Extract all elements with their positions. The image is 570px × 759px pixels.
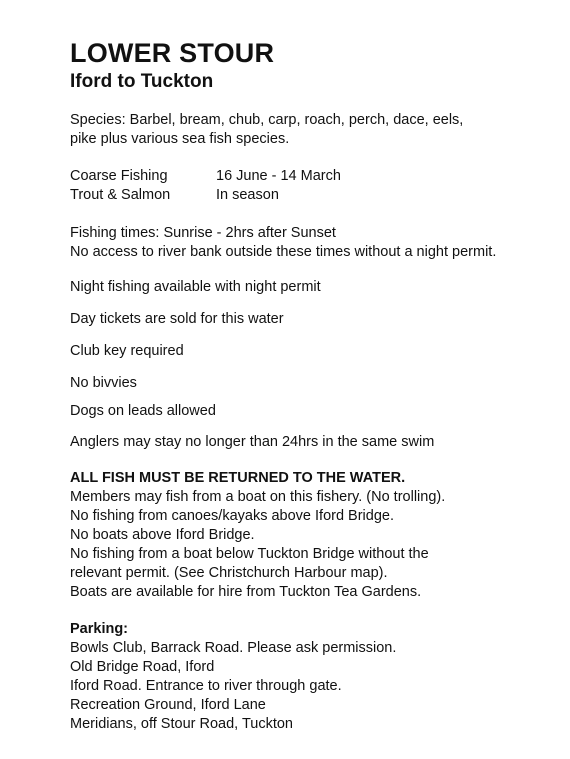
rule-day-tickets: Day tickets are sold for this water	[70, 311, 284, 327]
parking-heading: Parking:	[70, 621, 129, 637]
boat-rule-line: No fishing from canoes/kayaks above Iford Bridge.	[70, 508, 394, 524]
page-title: LOWER STOUR	[70, 38, 275, 68]
species-line: Species: Barbel, bream, chub, carp, roach, perch, dace, eels,	[70, 112, 464, 128]
page-subtitle: Iford to Tuckton	[70, 71, 214, 92]
boat-rule-line: No fishing from a boat below Tuckton Bridge without the	[70, 546, 429, 562]
rules-list	[70, 278, 560, 452]
boat-rule-line: Boats are available for hire from Tuckton Tea Gardens.	[70, 584, 422, 600]
boat-rule-line: Members may fish from a boat on this fishery. (No trolling).	[70, 489, 446, 505]
parking-location: Old Bridge Road, Iford	[70, 659, 215, 675]
rule-club-key: Club key required	[70, 343, 184, 359]
rule-dogs: Dogs on leads allowed	[70, 403, 216, 419]
rule-no-bivvies: No bivvies	[70, 375, 137, 391]
parking-location: Iford Road. Entrance to river through gate.	[70, 678, 342, 694]
season-row-coarse	[70, 167, 560, 186]
parking-section	[70, 620, 560, 734]
parking-location: Recreation Ground, Iford Lane	[70, 697, 266, 713]
species-line: pike plus various sea fish species.	[70, 131, 290, 147]
night-access-line: No access to river bank outside these times without a night permit.	[70, 244, 497, 260]
boat-rule-line: No boats above Iford Bridge.	[70, 527, 255, 543]
season-name: Trout & Salmon	[70, 187, 171, 203]
season-row-trout	[70, 186, 560, 205]
season-dates: In season	[216, 187, 279, 203]
boat-rule-line: relevant permit. (See Christchurch Harbour map).	[70, 565, 388, 581]
season-name: Coarse Fishing	[70, 168, 168, 184]
fishing-times-line: Fishing times: Sunrise - 2hrs after Sunset	[70, 225, 336, 241]
rule-night-fishing: Night fishing available with night permit	[70, 279, 321, 295]
fish-return-heading: ALL FISH MUST BE RETURNED TO THE WATER.	[70, 470, 406, 486]
parking-location: Bowls Club, Barrack Road. Please ask permission.	[70, 640, 397, 656]
season-dates: 16 June - 14 March	[216, 168, 341, 184]
document-page	[70, 38, 560, 734]
parking-location: Meridians, off Stour Road, Tuckton	[70, 716, 293, 732]
fish-return-section	[70, 469, 560, 602]
species-section	[70, 111, 560, 149]
fishing-times-section	[70, 224, 560, 262]
rule-swim-limit: Anglers may stay no longer than 24hrs in the same swim	[70, 434, 435, 450]
seasons-section	[70, 167, 560, 205]
